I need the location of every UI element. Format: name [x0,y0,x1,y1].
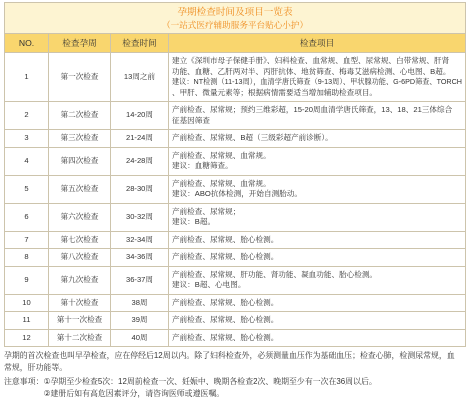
row-number: 12 [5,329,49,347]
row-number: 11 [5,312,49,330]
note-item [43,388,465,400]
row-number: 3 [5,130,49,148]
visit-week-range: 36-37周 [111,266,169,294]
exam-schedule-table [4,2,466,347]
exam-items [169,249,466,267]
exam-items [169,53,466,102]
visit-week-range: 40周 [111,329,169,347]
visit-name: 第十次检查 [49,294,111,312]
table-row [5,231,466,249]
exam-items-text: 建议：B超、心电图。 [172,280,246,289]
notes-label: 注意事项： [4,377,44,386]
exam-items-text: 建议：NT检测（11-13周），血清学唐氏筛查（9-13周）、甲状腺功能、G-6PD筛查、TORCH [172,77,462,86]
exam-items-text: 产前检查、尿常规、B超（三级彩超产前诊断）。 [172,133,333,142]
table-body [5,53,466,347]
visit-name: 第十一次检查 [49,312,111,330]
exam-items-line [172,333,462,344]
exam-items-line [172,179,462,190]
exam-items-line [172,252,462,263]
header-no: NO. [5,34,49,53]
paragraph-line [4,362,465,374]
visit-name: 第七次检查 [49,231,111,249]
row-number: 10 [5,294,49,312]
visit-name: 第三次检查 [49,130,111,148]
visit-week-range: 28-30周 [111,175,169,203]
exam-items-line [172,315,462,326]
exam-items [169,175,466,203]
exam-items-line [172,116,462,127]
exam-items-line [172,105,462,116]
exam-items-line [172,161,462,172]
visit-week-range: 30-32周 [111,203,169,231]
exam-items [169,203,466,231]
exam-items [169,329,466,347]
table-row [5,249,466,267]
visit-week-range: 39周 [111,312,169,330]
row-number: 7 [5,231,49,249]
exam-items-text: 产前检查、尿常规、胎心检测。 [172,297,279,307]
exam-items-text: 产前检查、尿常规、胎心检测。 [172,332,279,342]
note-text: ①孕期至少检查5次：12周前检查一次、妊娠中、晚期各检查2次、晚期至少有一次在36周以后。 [43,377,377,386]
visit-week-range: 14-20周 [111,102,169,130]
exam-items-text: 建议：血糖筛查。 [172,161,233,170]
table-subtitle: （一站式医疗辅助服务平台贴心小护） [161,20,309,30]
paragraph-line [4,350,465,362]
table-row [5,53,466,102]
exam-items-line [172,77,462,88]
exam-items-text: 、甲肝、微量元素等；根据病情需要适当增加辅助检查项目。 [172,87,378,97]
table-row [5,102,466,130]
visit-week-range: 38周 [111,294,169,312]
exam-items-line [172,133,462,144]
exam-items-text: 征基因筛查 [172,115,210,125]
visit-name: 第九次检查 [49,266,111,294]
exam-items-text: 产前检查、尿常规、胎心检测。 [172,252,279,261]
note-item [43,376,465,388]
exam-items-text: 产前检查、尿常规、血常规。 [172,178,271,188]
visit-week-range: 34-36周 [111,249,169,267]
exam-items-line [172,280,462,291]
row-number: 2 [5,102,49,130]
visit-week-range: 24-28周 [111,147,169,175]
table-row [5,266,466,294]
paragraph-text: 孕期的首次检查也叫早孕检查，应在停经后12周以内。除了妇科检查外，必须测量血压作为基础血压；检查心肺，检测尿常规，血 [4,351,455,360]
intro-paragraph [4,350,465,373]
table-row [5,175,466,203]
exam-items-line [172,88,462,99]
exam-items-text: 产前检查、尿常规、血常规。 [172,150,271,160]
header-visit: 检查孕周 [49,34,111,53]
header-items: 检查项目 [169,34,466,53]
visit-name: 第四次检查 [49,147,111,175]
exam-items [169,312,466,330]
visit-week-range: 21-24周 [111,130,169,148]
table-row [5,312,466,330]
exam-items-line [172,235,462,246]
visit-name: 第八次检查 [49,249,111,267]
header-row [5,34,466,53]
exam-items-text: 建立《深圳市母子保健手册》、妇科检查、血常规、血型、尿常规、白带常规、肝肾 [172,56,450,65]
row-number: 8 [5,249,49,267]
exam-items-line [172,151,462,162]
table-row [5,329,466,347]
exam-items-text: 产前检查、尿常规、胎心检测。 [172,315,279,324]
notes-list [43,376,465,399]
exam-items-text: 产前检查、尿常规； [172,206,241,216]
exam-items-line [172,217,462,228]
exam-items-text: 建议：B超。 [172,217,216,226]
visit-name: 第一次检查 [49,53,111,102]
note-text: ②建册后如有高危因素评分，请咨询医师或遵医嘱。 [43,388,225,398]
row-number: 9 [5,266,49,294]
exam-items [169,266,466,294]
exam-items-line [172,270,462,281]
visit-week-range: 32-34周 [111,231,169,249]
visit-week-range: 13周之前 [111,53,169,102]
exam-items-line [172,298,462,309]
paragraph-text: 常规，肝功能等。 [4,362,68,372]
table-row [5,203,466,231]
exam-items [169,231,466,249]
header-time: 检查时间 [111,34,169,53]
exam-items-line [172,189,462,200]
exam-items-line [172,56,462,67]
table-row [5,147,466,175]
row-number: 1 [5,53,49,102]
exam-items [169,147,466,175]
exam-items-text: 产前检查、尿常规；预约三维彩超，15-20周血清学唐氏筛查，13、18、21三体综合 [172,105,453,114]
exam-items-line [172,67,462,78]
visit-name: 第十二次检查 [49,329,111,347]
visit-name: 第六次检查 [49,203,111,231]
row-number: 4 [5,147,49,175]
exam-items [169,294,466,312]
table-row [5,294,466,312]
exam-items-text: 产前检查、尿常规、胎心检测。 [172,234,279,244]
exam-items-text: 建议：ABO抗体检测，开始自测胎动。 [172,189,302,198]
visit-name: 第五次检查 [49,175,111,203]
notes [4,376,465,399]
exam-items-text: 功能、血糖、乙肝两对半、丙肝抗体、地贫筛查、梅毒艾滋病检测、心电图、B超。 [172,66,451,76]
row-number: 6 [5,203,49,231]
exam-items [169,102,466,130]
exam-items [169,130,466,148]
title-row [5,3,466,34]
table-row [5,130,466,148]
table-title-block [5,3,466,34]
exam-items-line [172,207,462,218]
exam-schedule-sheet [4,2,465,347]
exam-items-text: 产前检查、尿常规、肝功能、肾功能、凝血功能、胎心检测。 [172,269,378,279]
visit-name: 第二次检查 [49,102,111,130]
table-title: 孕期检查时间及项目一览表 [177,7,293,18]
row-number: 5 [5,175,49,203]
